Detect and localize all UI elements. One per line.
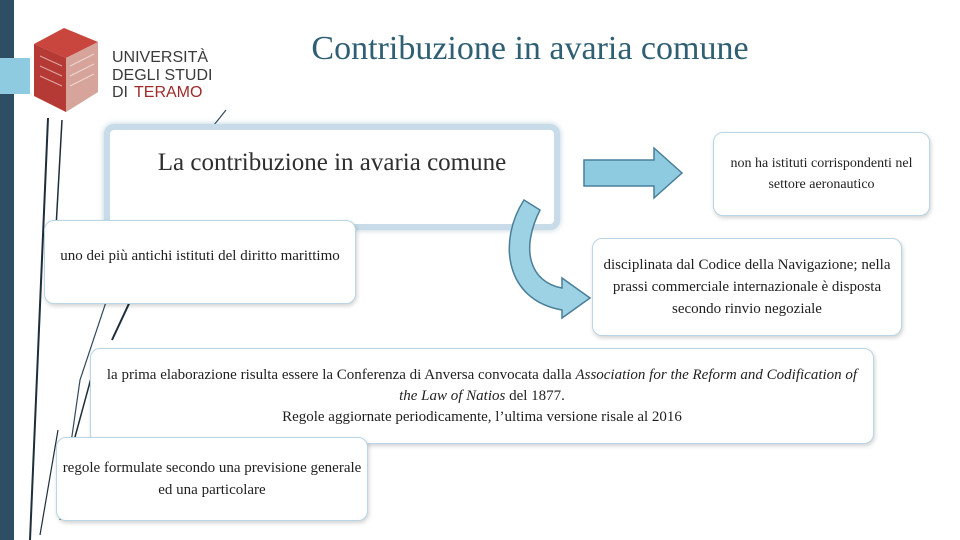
anversa-text-after: del 1877. xyxy=(505,387,565,404)
right-arrow-icon xyxy=(584,148,682,198)
regole-text: regole formulate secondo una previsione generale ed una particolare xyxy=(62,460,362,498)
regole-box xyxy=(56,437,368,521)
main-concept-label: La contribuzione in avaria comune xyxy=(157,149,507,176)
origin-box xyxy=(44,220,356,304)
anversa-box xyxy=(90,348,874,444)
anversa-text-before: la prima elaborazione risulta essere la Conferenza di Anversa convocata dalla xyxy=(106,366,576,383)
svg-text:TERAMO: TERAMO xyxy=(134,84,203,101)
university-logo xyxy=(26,22,216,118)
codice-text: disciplinata dal Codice della Navigazione; nella prassi commerciale internazionale è disposta secondo rinvio negoziale xyxy=(603,257,891,317)
curved-arrow-icon xyxy=(509,200,590,318)
aeronautic-box xyxy=(713,132,930,216)
slide-title: Contribuzione in avaria comune xyxy=(311,30,749,67)
association-name: Association for the Reform and Codification of the Law of Natios xyxy=(399,366,858,404)
university-seal-icon xyxy=(26,22,216,118)
svg-text:DI: DI xyxy=(112,84,128,101)
aeronautic-text: non ha istituti corrispondenti nel settore aeronautico xyxy=(730,156,913,192)
anversa-update-text: Regole aggiornate periodicamente, l’ultima versione risale al 2016 xyxy=(282,408,682,425)
svg-text:UNIVERSITÀ: UNIVERSITÀ xyxy=(112,49,209,66)
codice-box xyxy=(592,238,902,336)
origin-text: uno dei più antichi istituti del diritto marittimo xyxy=(60,248,340,264)
svg-text:DEGLI STUDI: DEGLI STUDI xyxy=(112,67,213,84)
